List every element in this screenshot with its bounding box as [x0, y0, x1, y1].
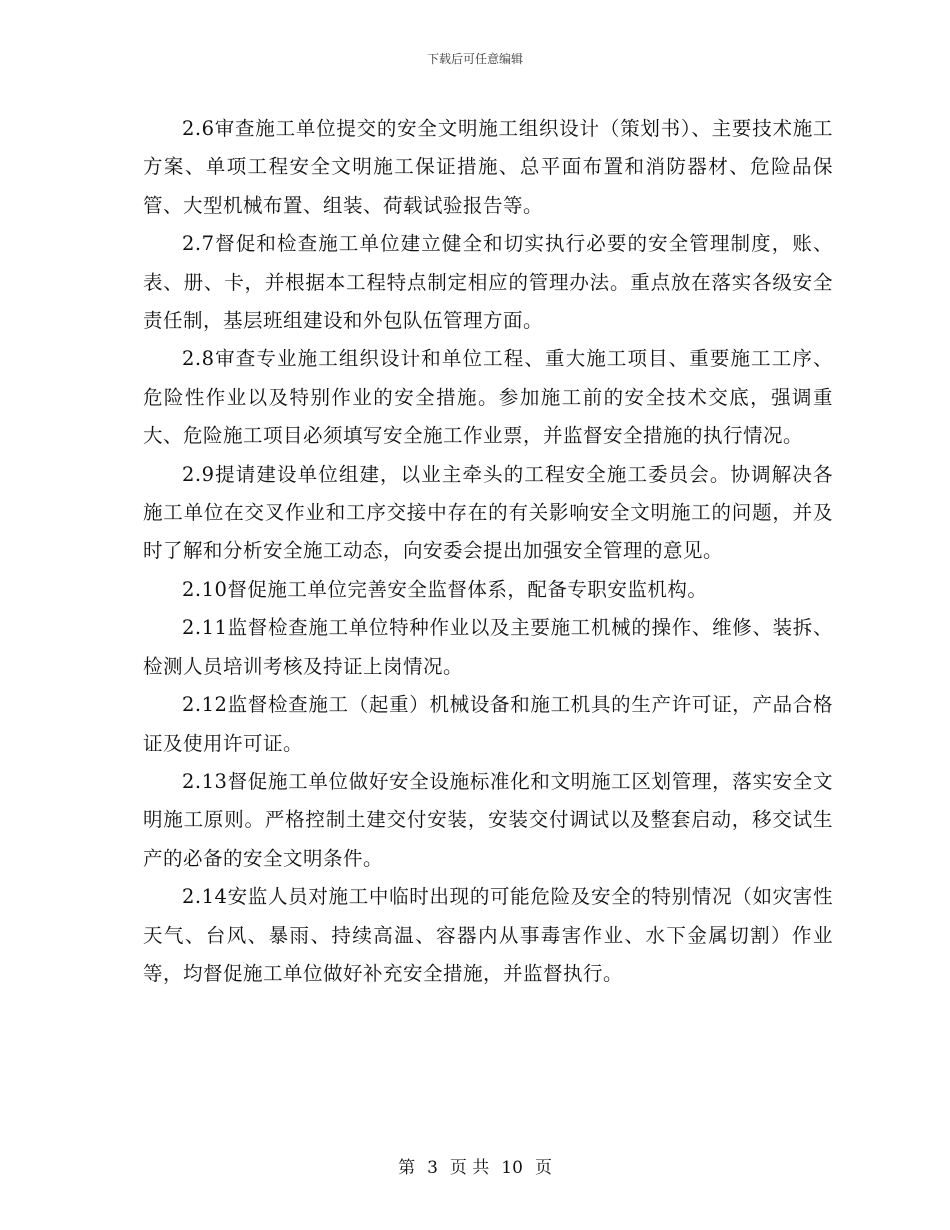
footer-suffix: 页	[534, 1158, 552, 1178]
paragraph-2-13: 2.13督促施工单位做好安全设施标准化和文明施工区划管理，落实安全文明施工原则。严格控制土建交付安装，安装交付调试以及整套启动，移交试生产的必备的安全文明条件。	[143, 769, 833, 870]
footer-middle: 页 共	[449, 1158, 490, 1178]
paragraph-2-9: 2.9提请建设单位组建，以业主牵头的工程安全施工委员会。协调解决各施工单位在交叉作业和工序交接中存在的有关影响安全文明施工的问题，并及时了解和分析安全施工动态，向安委会提出加强安全管理的意见。	[143, 462, 833, 563]
document-body	[143, 110, 833, 993]
footer-total-pages: 10	[501, 1158, 523, 1178]
paragraph-2-11: 2.11监督检查施工单位特种作业以及主要施工机械的操作、维修、装拆、检测人员培训考核及持证上岗情况。	[143, 616, 833, 678]
paragraph-2-14: 2.14安监人员对施工中临时出现的可能危险及安全的特别情况（如灾害性天气、台风、暴雨、持续高温、容器内从事毒害作业、水下金属切割）作业等，均督促施工单位做好补充安全措施，并监督执行。	[143, 885, 833, 985]
page-header-note: 下载后可任意编辑	[426, 52, 523, 66]
paragraph-2-10: 2.10督促施工单位完善安全监督体系，配备专职安监机构。	[182, 577, 708, 601]
footer-prefix: 第	[398, 1158, 416, 1178]
paragraph-2-7: 2.7督促和检查施工单位建立健全和切实执行必要的安全管理制度，账、表、册、卡，并根据本工程特点制定相应的管理办法。重点放在落实各级安全责任制，基层班组建设和外包队伍管理方面。	[143, 232, 833, 333]
paragraph-2-6: 2.6审查施工单位提交的安全文明施工组织设计（策划书）、主要技术施工方案、单项工程安全文明施工保证措施、总平面布置和消防器材、危险品保管、大型机械布置、组装、荷载试验报告等。	[143, 117, 833, 217]
page-number-footer	[0, 1153, 950, 1178]
footer-current-page: 3	[427, 1158, 438, 1178]
paragraph-2-12: 2.12监督检查施工（起重）机械设备和施工机具的生产许可证，产品合格证及使用许可证。	[143, 693, 833, 755]
paragraph-2-8: 2.8审查专业施工组织设计和单位工程、重大施工项目、重要施工工序、危险性作业以及特别作业的安全措施。参加施工前的安全技术交底，强调重大、危险施工项目必须填写安全施工作业票，并监督安全措施的执行情况。	[143, 347, 833, 448]
